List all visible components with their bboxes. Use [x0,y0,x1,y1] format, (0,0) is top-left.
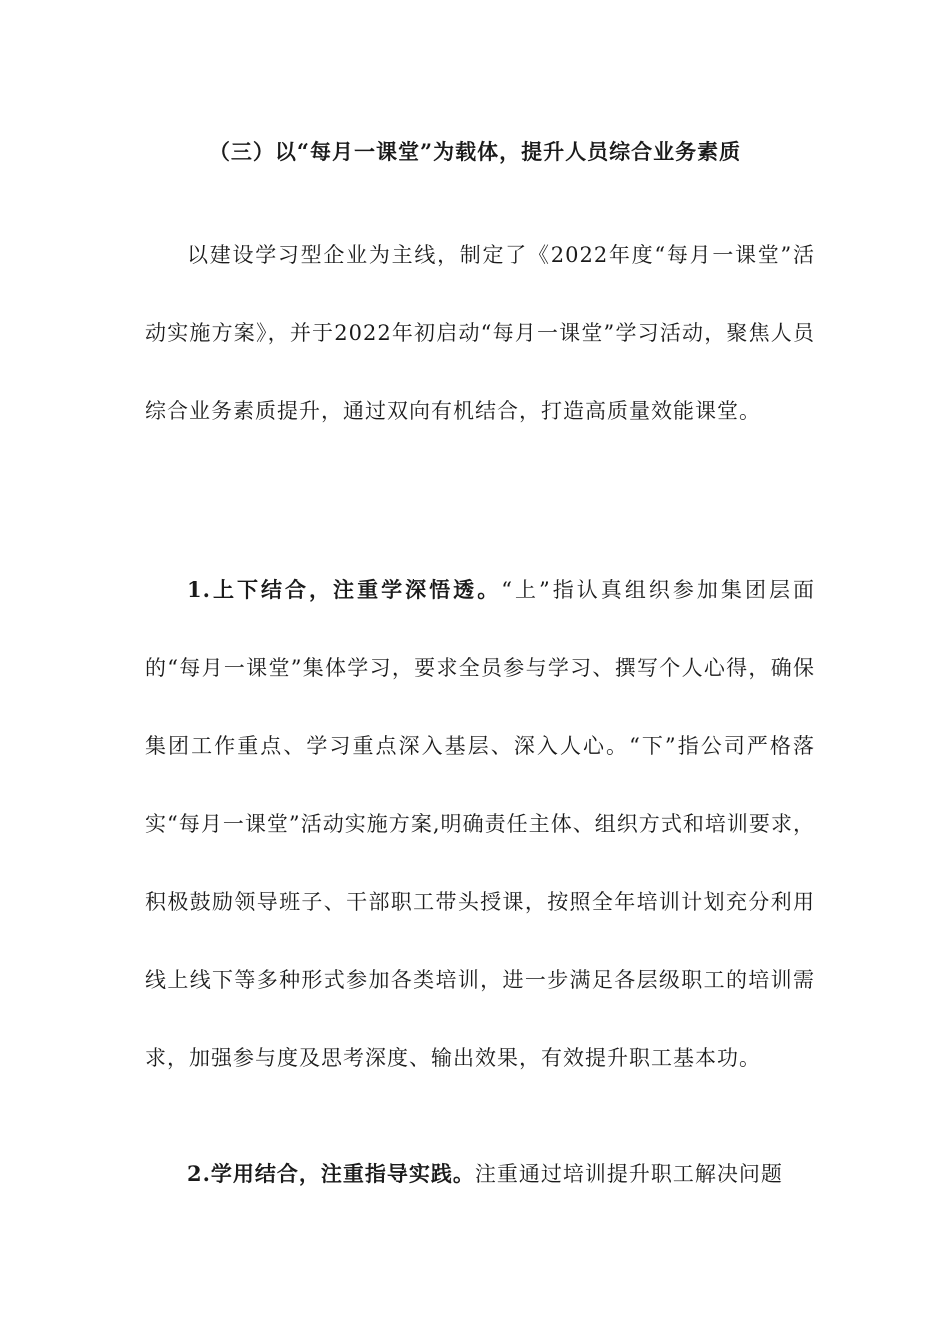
item-1-paragraph [145,551,815,1097]
item-2-paragraph [145,1135,815,1213]
item-2-lead: 2.学用结合，注重指导实践。 [187,1161,475,1186]
item-1-body: “上”指认真组织参加集团层面的“每月一课堂”集体学习，要求全员参与学习、撰写个人心得，确保集团工作重点、学习重点深入基层、深入人心。“下”指公司严格落实“每月一课堂”活动实施方案,明确责任主体、组织方式和培训要求，积极鼓励领导班子、干部职工带头授课，按照全年培训计划充分利用线上线下等多种形式参加各类培训，进一步满足各层级职工的培训需求，加强参与度及思考深度、输出效果，有效提升职工基本功。 [145,578,815,1070]
intro-paragraph: 以建设学习型企业为主线，制定了《2022年度“每月一课堂”活动实施方案》，并于2022年初启动“每月一课堂”学习活动，聚焦人员综合业务素质提升，通过双向有机结合，打造高质量效能课堂。 [145,243,815,423]
item-2-body: 注重通过培训提升职工解决问题 [474,1162,783,1186]
item-1-lead: 1.上下结合，注重学深悟透。 [187,577,502,602]
section-heading: （三）以“每月一课堂”为载体，提升人员综合业务素质 [208,139,742,164]
